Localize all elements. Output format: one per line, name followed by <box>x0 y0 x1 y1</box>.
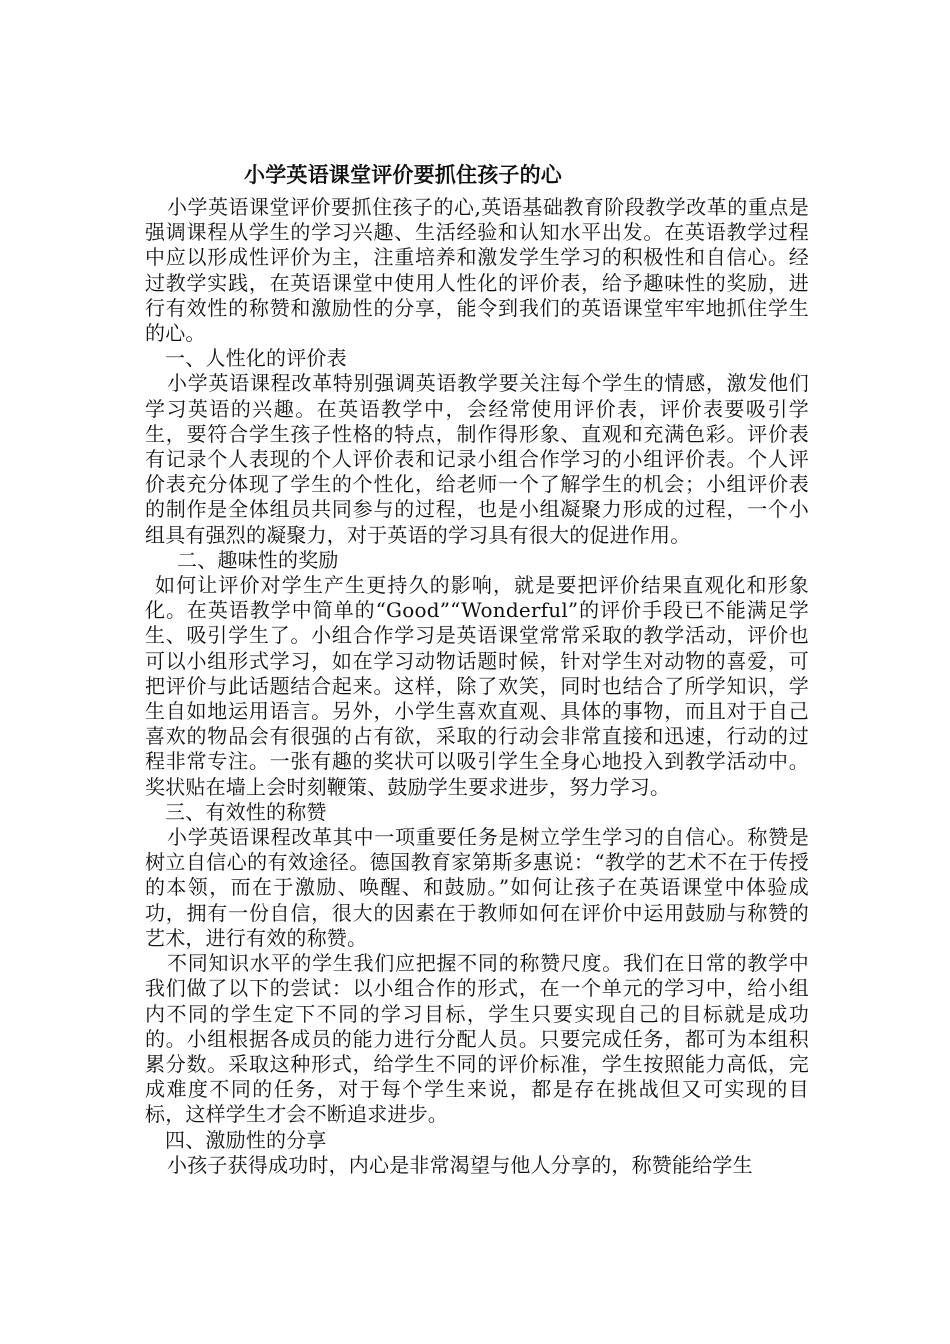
section-heading-4: 四、激励性的分享 <box>165 1127 327 1152</box>
section-4-paragraph: 小孩子获得成功时，内心是非常渴望与他人分享的，称赞能给学生 <box>167 1152 753 1177</box>
section-1-paragraph: 小学英语课程改革特别强调英语教学要关注每个学生的情感，激发他们学习英语的兴趣。在英语教学中，会经常使用评价表，评价表要吸引学生，要符合学生孩子性格的特点，制作得形象、直观和充满色彩。评价表有记录个人表现的个人评价表和记录小组合作学习的小组评价表。个人评价表充分体现了学生的个性化，给老师一个了解学生的机会；小组评价表的制作是全体组员共同参与的过程，也是小组凝聚力形成的过程，一个小组具有强烈的凝聚力，对于英语的学习具有很大的促进作用。 <box>145 371 809 547</box>
section-heading-3: 三、有效性的称赞 <box>165 799 327 824</box>
section-2-paragraph: 如何让评价对学生产生更持久的影响，就是要把评价结果直观化和形象化。在英语教学中简单的“Good”“Wonderful”的评价手段已不能满足学生、吸引学生了。小组合作学习是英语课堂常常采取的教学活动，评价也可以小组形式学习，如在学习动物话题时候，针对学生对动物的喜爱，可把评价与此话题结合起来。这样，除了欢笑，同时也结合了所学知识，学生自如地运用语言。另外，小学生喜欢直观、具体的事物，而且对于自己喜欢的物品会有很强的占有欲，采取的行动会非常直接和迅速，行动的过程非常专注。一张有趣的奖状可以吸引学生全身心地投入到教学活动中。奖状贴在墙上会时刻鞭策、鼓励学生要求进步，努力学习。 <box>145 573 809 799</box>
section-heading-2: 二、趣味性的奖励 <box>177 547 339 572</box>
section-heading-1: 一、人性化的评价表 <box>165 346 347 371</box>
section-3-paragraph-2: 不同知识水平的学生我们应把握不同的称赞尺度。我们在日常的教学中我们做了以下的尝试：以小组合作的形式，在一个单元的学习中，给小组内不同的学生定下不同的学习目标，学生只要实现自己的目标就是成功的。小组根据各成员的能力进行分配人员。只要完成任务，都可为本组积累分数。采取这种形式，给学生不同的评价标准，学生按照能力高低，完成难度不同的任务，对于每个学生来说，都是存在挑战但又可实现的目标，这样学生才会不断追求进步。 <box>145 951 809 1127</box>
document-body <box>145 158 809 1178</box>
section-3-paragraph-1: 小学英语课程改革其中一项重要任务是树立学生学习的自信心。称赞是树立自信心的有效途径。德国教育家第斯多惠说：“教学的艺术不在于传授的本领，而在于激励、唤醒、和鼓励。”如何让孩子在英语课堂中体验成功，拥有一份自信，很大的因素在于教师如何在评价中运用鼓励与称赞的艺术，进行有效的称赞。 <box>145 825 809 950</box>
document-title: 小学英语课堂评价要抓住孩子的心 <box>244 162 562 187</box>
intro-paragraph: 小学英语课堂评价要抓住孩子的心,英语基础教育阶段教学改革的重点是强调课程从学生的学习兴趣、生活经验和认知水平出发。在英语教学过程中应以形成性评价为主，注重培养和激发学生学习的积极性和自信心。经过教学实践，在英语课堂中使用人性化的评价表，给予趣味性的奖励，进行有效性的称赞和激励性的分享，能令到我们的英语课堂牢牢地抓住学生的心。 <box>145 195 809 346</box>
